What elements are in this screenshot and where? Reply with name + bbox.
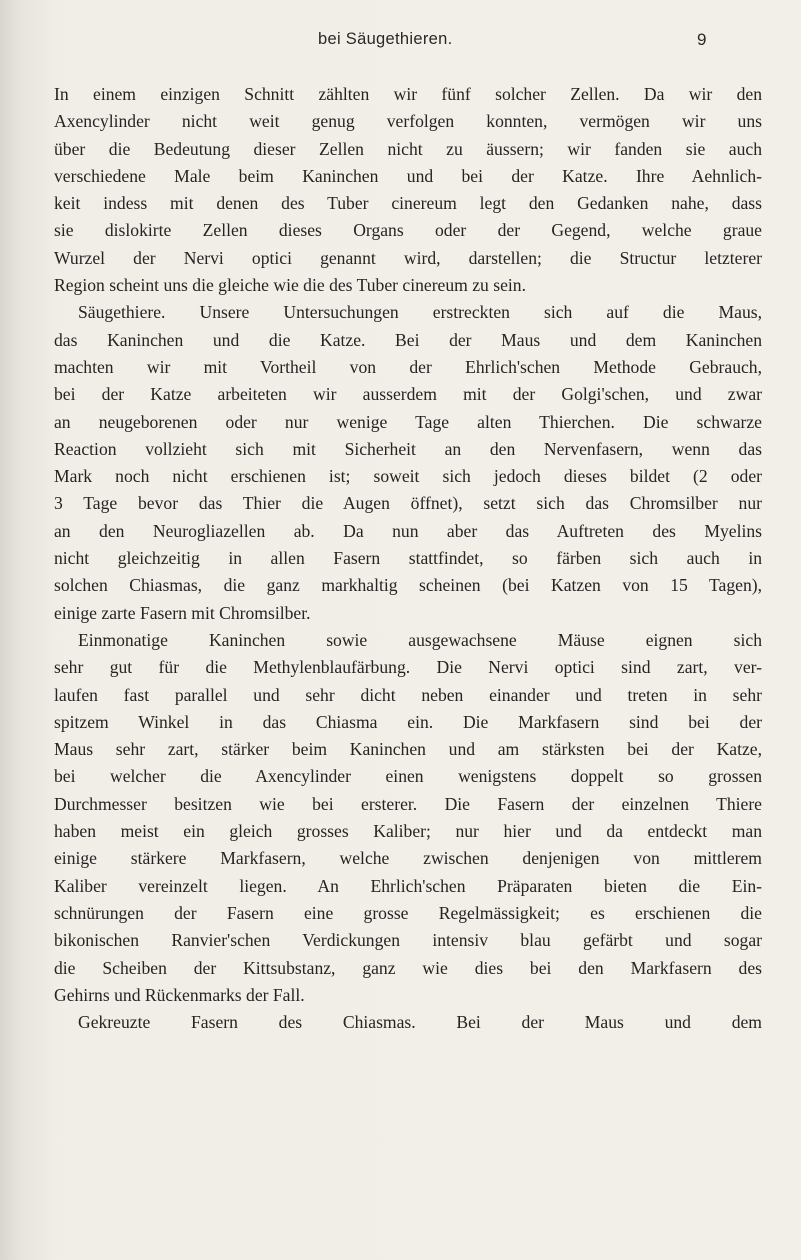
text-line: nicht gleichzeitig in allen Fasern stattfindet, so färben sich auch in [54,548,762,569]
text-line: solchen Chiasmas, die ganz markhaltig scheinen (bei Katzen von 15 Tagen), [54,575,762,596]
text-line: schnürungen der Fasern eine grosse Regelmässigkeit; es erschienen die [54,902,762,923]
text-line: spitzem Winkel in das Chiasma ein. Die Markfasern sind bei der [54,711,762,732]
text-line: bikonischen Ranvier'schen Verdickungen intensiv blau gefärbt und sogar [54,930,762,951]
text-line: Maus sehr zart, stärker beim Kaninchen und am stärksten bei der Katze, [54,739,762,760]
running-head: bei Säugethieren. [318,30,453,48]
text-line: Durchmesser besitzen wie bei ersterer. Die Fasern der einzelnen Thiere [54,793,762,814]
text-line: In einem einzigen Schnitt zählten wir fünf solcher Zellen. Da wir den [54,84,762,104]
text-line: an neugeborenen oder nur wenige Tage alten Thierchen. Die schwarze [54,411,762,432]
text-line: Einmonatige Kaninchen sowie ausgewachsene Mäuse eignen sich [78,629,762,650]
text-line: verschiedene Male beim Kaninchen und bei der Katze. Ihre Aehnlich- [54,165,762,186]
text-line: laufen fast parallel und sehr dicht neben einander und treten in sehr [54,684,762,705]
text-line: über die Bedeutung dieser Zellen nicht zu äussern; wir fanden sie auch [54,138,762,159]
text-line: das Kaninchen und die Katze. Bei der Maus und dem Kaninchen [54,329,762,350]
page-number: 9 [697,30,707,49]
page-header [0,30,801,54]
text-line: machten wir mit Vortheil von der Ehrlich'schen Methode Gebrauch, [54,356,762,377]
text-line: Reaction vollzieht sich mit Sicherheit an den Nervenfasern, wenn das [54,438,762,459]
text-line: sie dislokirte Zellen dieses Organs oder der Gegend, welche graue [54,220,762,241]
text-line: Region scheint uns die gleiche wie die des Tuber cinereum zu sein. [54,275,526,296]
text-line: einige stärkere Markfasern, welche zwischen denjenigen von mittlerem [54,848,762,869]
text-line: Axencylinder nicht weit genug verfolgen konnten, vermögen wir uns [54,111,762,132]
text-line: bei welcher die Axencylinder einen wenigstens doppelt so grossen [54,766,762,787]
text-line: Wurzel der Nervi optici genannt wird, darstellen; die Structur letzterer [54,247,762,268]
section-heading-line: Säugethiere. Unsere Untersuchungen erstreckten sich auf die Maus, [78,302,762,323]
text-line: keit indess mit denen des Tuber cinereum legt den Gedanken nahe, dass [54,193,762,214]
text-line: einige zarte Fasern mit Chromsilber. [54,602,311,623]
text-line: an den Neurogliazellen ab. Da nun aber das Auftreten des Myelins [54,520,762,541]
text-line: haben meist ein gleich grosses Kaliber; nur hier und da entdeckt man [54,821,762,842]
section-heading-line: Gekreuzte Fasern des Chiasmas. Bei der Maus und dem [78,1012,762,1033]
text-line: die Scheiben der Kittsubstanz, ganz wie dies bei den Markfasern des [54,957,762,978]
text-line: sehr gut für die Methylenblaufärbung. Die Nervi optici sind zart, ver- [54,657,762,678]
text-line: Gehirns und Rückenmarks der Fall. [54,984,305,1005]
text-line: Mark noch nicht erschienen ist; soweit sich jedoch dieses bildet (2 oder [54,466,762,487]
text-line: bei der Katze arbeiteten wir ausserdem mit der Golgi'schen, und zwar [54,384,762,405]
text-line: Kaliber vereinzelt liegen. An Ehrlich'schen Präparaten bieten die Ein- [54,875,762,896]
body-text [54,81,762,1036]
text-line: 3 Tage bevor das Thier die Augen öffnet), setzt sich das Chromsilber nur [54,493,762,514]
